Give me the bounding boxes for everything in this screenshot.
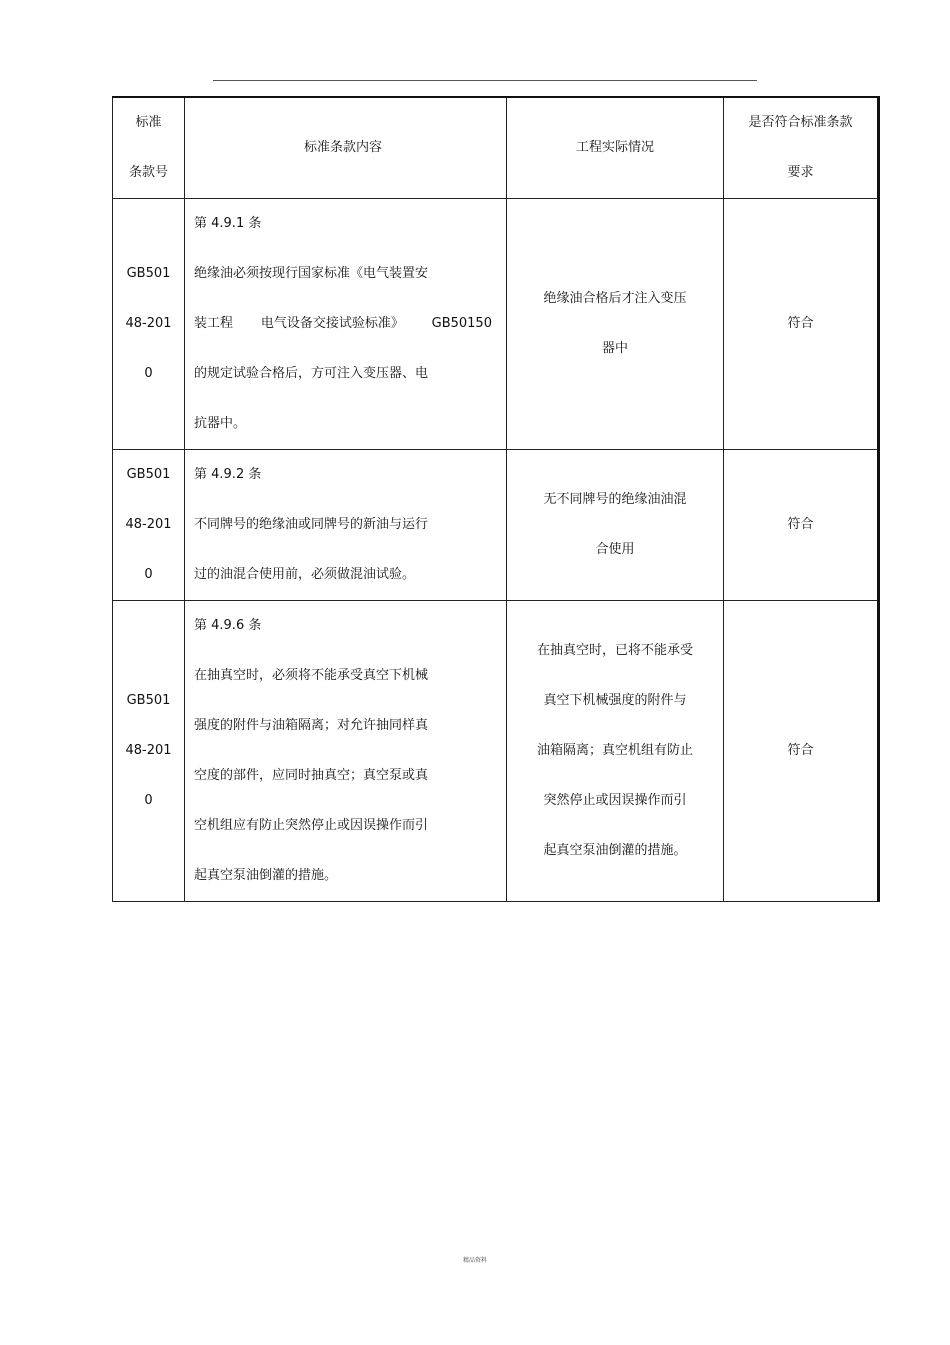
actual-situation: 无不同牌号的绝缘油油混 合使用 bbox=[507, 450, 724, 601]
standard-code: GB501 48-201 0 bbox=[113, 450, 185, 601]
header-compliance: 是否符合标准条款 要求 bbox=[724, 97, 879, 199]
table-row bbox=[113, 450, 879, 601]
compliance-result: 符合 bbox=[724, 450, 879, 601]
top-rule bbox=[213, 80, 757, 81]
compliance-result: 符合 bbox=[724, 199, 879, 450]
clause-title: 第 4.9.6 条 bbox=[194, 618, 262, 633]
table-header-row bbox=[113, 97, 879, 199]
actual-situation: 绝缘油合格后才注入变压 器中 bbox=[507, 199, 724, 450]
clause-content: 第 4.9.6 条 在抽真空时，必须将不能承受真空下机械 强度的附件与油箱隔离；对允许抽同样真 空度的部件，应同时抽真空；真空泵或真 空机组应有防止突然停止或因误操作而引 起真空泵油倒灌的措施。 bbox=[185, 601, 507, 902]
standard-compliance-table bbox=[112, 96, 880, 902]
clause-content: 第 4.9.2 条 不同牌号的绝缘油或同牌号的新油与运行 过的油混合使用前，必须做混油试验。 bbox=[185, 450, 507, 601]
actual-situation: 在抽真空时，已将不能承受 真空下机械强度的附件与 油箱隔离；真空机组有防止 突然停止或因误操作而引 起真空泵油倒灌的措施。 bbox=[507, 601, 724, 902]
clause-title: 第 4.9.1 条 bbox=[194, 216, 262, 231]
page-footer: 精品资料 bbox=[462, 1257, 487, 1264]
table-row bbox=[113, 199, 879, 450]
table-row bbox=[113, 601, 879, 902]
clause-content: 第 4.9.1 条 绝缘油必须按现行国家标准《电气装置安 装工程 电气设备交接试验标准》 GB50150 的规定试验合格后，方可注入变压器、电 抗器中。 bbox=[185, 199, 507, 450]
standard-code: GB501 48-201 0 bbox=[113, 199, 185, 450]
header-clause-number: 标准 条款号 bbox=[113, 97, 185, 199]
header-actual-situation: 工程实际情况 bbox=[507, 97, 724, 199]
header-clause-content: 标准条款内容 bbox=[185, 97, 507, 199]
standard-code: GB501 48-201 0 bbox=[113, 601, 185, 902]
clause-title: 第 4.9.2 条 bbox=[194, 467, 262, 482]
compliance-result: 符合 bbox=[724, 601, 879, 902]
